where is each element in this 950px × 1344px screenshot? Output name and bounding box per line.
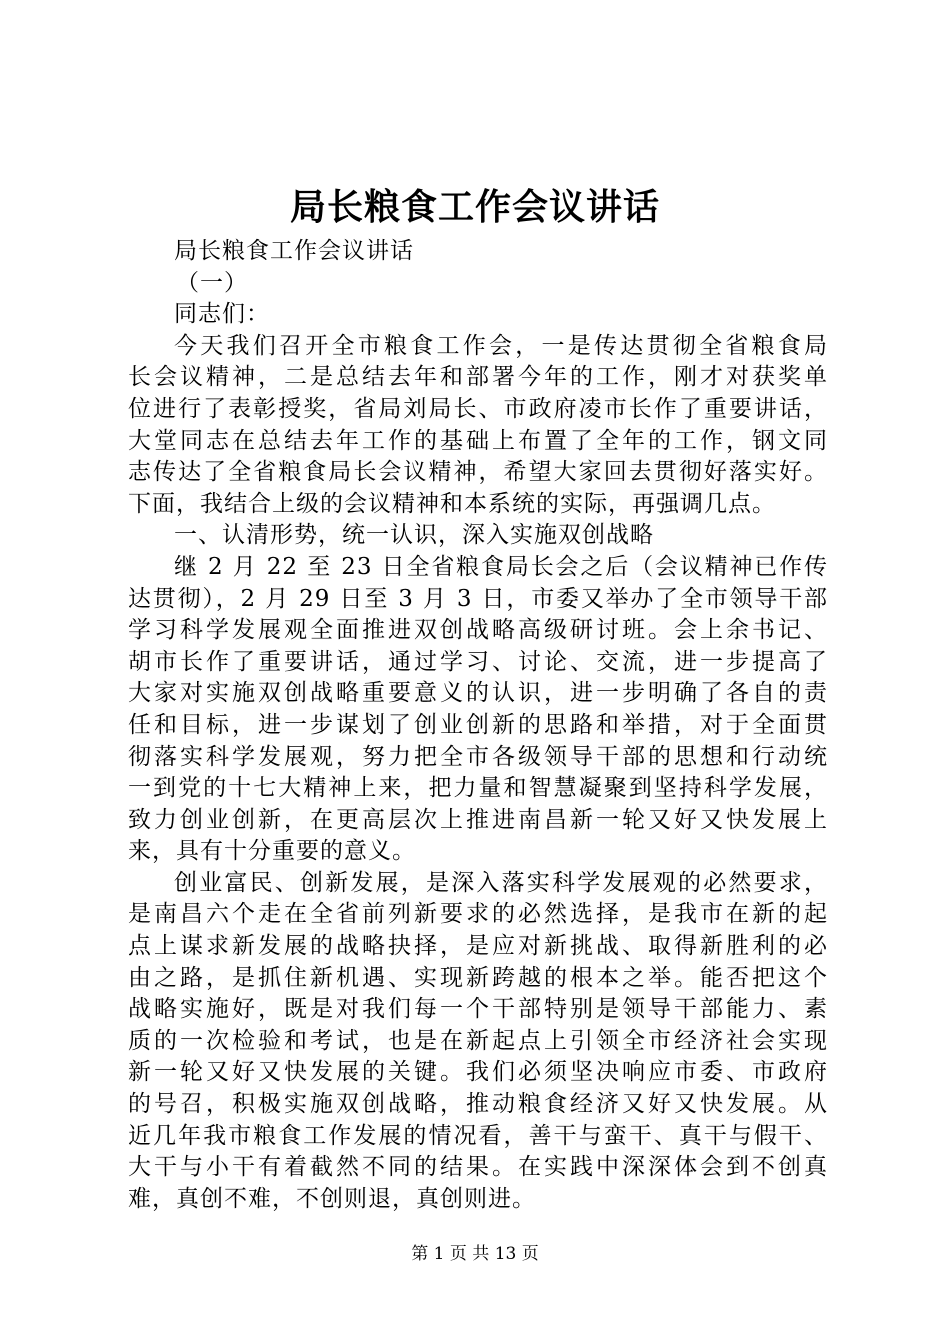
text-line: 一到党的十七大精神上来，把力量和智慧凝聚到坚持科学发展， — [128, 775, 828, 802]
text-line: 长会议精神，二是总结去年和部署今年的工作，刚才对获奖单 — [128, 364, 828, 391]
text-line: 战略实施好，既是对我们每一个干部特别是领导干部能力、素 — [128, 996, 828, 1023]
part-marker: （一） — [176, 269, 248, 296]
text-line: 大堂同志在总结去年工作的基础上布置了全年的工作，钢文同 — [128, 427, 828, 454]
text-line: 由之路，是抓住新机遇、实现新跨越的根本之举。能否把这个 — [128, 964, 828, 991]
text-line: 近几年我市粮食工作发展的情况看，善干与蛮干、真干与假干、 — [128, 1122, 828, 1149]
text-line: 质的一次检验和考试，也是在新起点上引领全市经济社会实现 — [128, 1027, 828, 1054]
text-line: 新一轮又好又快发展的关键。我们必须坚决响应市委、市政府 — [128, 1059, 828, 1086]
paragraph-lines — [128, 331, 828, 1216]
text-line: 学习科学发展观全面推进双创战略高级研讨班。会上余书记、 — [128, 617, 828, 644]
page-footer: 第 1 页 共 13 页 — [411, 1244, 539, 1264]
text-line: 是南昌六个走在全省前列新要求的必然选择，是我市在新的起 — [128, 901, 828, 928]
text-line: 胡市长作了重要讲话，通过学习、讨论、交流，进一步提高了 — [128, 648, 828, 675]
text-line: 创业富民、创新发展，是深入落实科学发展观的必然要求， — [174, 869, 828, 896]
text-line: 一、认清形势，统一认识，深入实施双创战略 — [174, 522, 654, 549]
text-line: 今天我们召开全市粮食工作会，一是传达贯彻全省粮食局 — [174, 332, 828, 359]
text-line: 的号召，积极实施双创战略，推动粮食经济又好又快发展。从 — [128, 1091, 828, 1118]
document-body — [128, 236, 828, 1215]
salutation: 同志们： — [174, 301, 270, 328]
text-line: 志传达了全省粮食局长会议精神，希望大家回去贯彻好落实好。 — [128, 459, 828, 486]
text-line: 难，真创不难，不创则退，真创则进。 — [128, 1185, 536, 1212]
text-line: 任和目标，进一步谋划了创业创新的思路和举措，对于全面贯 — [128, 711, 828, 738]
text-line: 位进行了表彰授奖，省局刘局长、市政府凌市长作了重要讲话， — [128, 395, 828, 422]
text-line: 大家对实施双创战略重要意义的认识，进一步明确了各自的责 — [128, 680, 828, 707]
text-line: 致力创业创新，在更高层次上推进南昌新一轮又好又快发展上 — [128, 806, 828, 833]
text-line: 继 2 月 22 至 23 日全省粮食局长会之后（会议精神已作传 — [174, 553, 828, 580]
document-title: 局长粮食工作会议讲话 — [289, 186, 660, 228]
text-line: 达贯彻），2 月 29 日至 3 月 3 日，市委又举办了全市领导干部 — [128, 585, 828, 612]
text-line: 点上谋求新发展的战略抉择，是应对新挑战、取得新胜利的必 — [128, 933, 828, 960]
text-line: 下面，我结合上级的会议精神和本系统的实际，再强调几点。 — [128, 490, 776, 517]
text-line: 来，具有十分重要的意义。 — [128, 838, 416, 865]
text-line: 彻落实科学发展观，努力把全市各级领导干部的思想和行动统 — [128, 743, 828, 770]
subtitle-line: 局长粮食工作会议讲话 — [174, 238, 414, 264]
text-line: 大干与小干有着截然不同的结果。在实践中深深体会到不创真 — [128, 1154, 828, 1181]
